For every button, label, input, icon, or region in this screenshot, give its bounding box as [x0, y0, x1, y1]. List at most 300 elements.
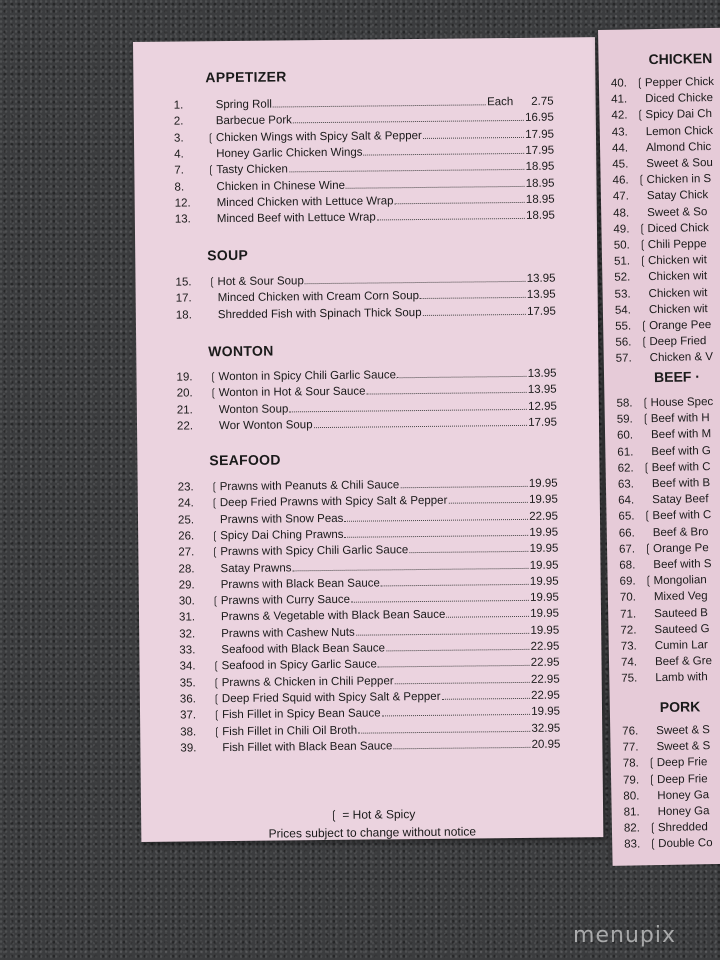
item-name: Prawns with Spicy Chili Garlic Sauce [220, 544, 409, 559]
section-title: APPETIZER [205, 68, 287, 86]
item-name: Chicken & V [649, 351, 714, 365]
item-number: 47. [612, 190, 630, 204]
dot-leader [381, 574, 529, 587]
menu-item-row [612, 171, 711, 189]
item-name: Fish Fillet in Chili Oil Broth [222, 724, 358, 738]
chili-icon: ❲ [206, 164, 216, 177]
item-number: 8. [174, 180, 185, 194]
chili-icon: ❲ [637, 222, 648, 236]
menu-item-row [623, 771, 708, 788]
menu-item-row [619, 540, 709, 558]
item-number: 73. [620, 640, 637, 653]
item-number: 33. [179, 644, 196, 657]
chili-icon: ❲ [208, 387, 218, 400]
menu-item-row [622, 722, 710, 740]
item-name: Sweet & So [647, 205, 708, 219]
item-name: Sauteed G [654, 622, 710, 636]
item-name: Prawns & Chicken in Chili Pepper [221, 674, 394, 689]
item-name: Sweet & S [656, 740, 711, 754]
menu-item-row [611, 106, 712, 124]
item-number: 30. [178, 595, 195, 608]
dot-leader [273, 94, 486, 107]
item-number: 4. [174, 148, 184, 161]
menu-item-row [618, 507, 711, 525]
menu-item-row [622, 738, 710, 756]
dot-leader [313, 415, 527, 428]
menu-item-row [616, 394, 713, 412]
item-number: 41. [611, 93, 628, 106]
chili-icon: ❲ [212, 725, 222, 738]
item-name: Chicken Wings with Spicy Salt & Pepper [215, 129, 422, 144]
item-name: Shredded [657, 821, 708, 835]
item-price: 19.95 [529, 526, 559, 539]
item-number: 31. [178, 611, 196, 624]
dot-leader [400, 476, 528, 488]
item-name: Spring Roll [215, 98, 272, 112]
item-name: Beef with C [652, 509, 712, 523]
dot-leader [378, 655, 530, 668]
item-name: Chicken wit [648, 270, 708, 284]
item-name: Prawns & Vegetable with Black Bean Sauce [220, 609, 446, 624]
dot-leader [305, 271, 526, 284]
item-number: 59. [616, 413, 633, 426]
item-price: 22.95 [531, 689, 560, 702]
item-number: 38. [180, 725, 197, 739]
menu-item-row [613, 204, 707, 222]
item-number: 28. [178, 562, 195, 576]
item-price: 17.95 [525, 144, 555, 157]
item-name: Deep Fried [649, 335, 707, 349]
item-price: 2.75 [531, 95, 554, 108]
menu-item-row [618, 491, 709, 509]
item-name: Fish Fillet with Black Bean Sauce [222, 740, 393, 754]
chili-icon: ❲ [208, 371, 218, 384]
menu-item-row [611, 74, 714, 92]
item-price: 19.95 [528, 477, 558, 490]
menu-page-left [133, 37, 603, 842]
item-price: 19.95 [530, 607, 560, 621]
item-name: Pepper Chick [644, 75, 715, 90]
menu-item-row [612, 139, 711, 157]
item-name: Beef with H [650, 412, 710, 426]
menu-item-row [620, 589, 708, 607]
chili-icon: ❲ [637, 239, 648, 252]
item-name: Beef & Gre [654, 655, 713, 669]
item-price: 18.95 [525, 160, 555, 174]
item-number: 51. [613, 255, 631, 268]
item-name: Wonton in Spicy Chili Garlic Sauce [218, 369, 397, 384]
item-number: 3. [173, 132, 184, 145]
chili-icon: ❲ [646, 757, 657, 770]
menu-page-right [598, 28, 720, 866]
item-price: 32.95 [531, 722, 561, 735]
item-number: 71. [620, 608, 637, 621]
item-number: 78. [622, 757, 639, 771]
item-number: 53. [614, 288, 631, 301]
menu-item-row [614, 236, 707, 254]
item-number: 18. [175, 308, 192, 322]
dot-leader [441, 688, 530, 700]
item-name: Diced Chick [647, 221, 709, 235]
item-name: Prawns with Snow Peas [219, 512, 344, 526]
item-name: Sauteed B [654, 606, 709, 620]
menu-item-row [177, 414, 557, 434]
price-notice: Prices subject to change without notice [268, 824, 477, 841]
item-number: 13. [174, 213, 191, 226]
menu-item-row [618, 459, 711, 477]
item-price: 19.95 [529, 542, 559, 556]
dot-leader [420, 287, 526, 299]
item-number: 58. [616, 397, 633, 410]
chili-icon: ❲ [211, 676, 221, 689]
dot-leader [422, 303, 526, 315]
item-price: 22.95 [530, 656, 560, 670]
chili-icon: ❲ [640, 397, 651, 410]
chili-icon: ❲ [648, 838, 658, 851]
item-name: Chicken wit [648, 302, 708, 316]
dot-leader [351, 590, 529, 603]
menu-item-row [614, 252, 707, 270]
dot-leader [423, 127, 525, 139]
chili-icon: ❲ [209, 497, 220, 510]
menu-item-row [615, 333, 706, 351]
item-name: Spicy Dai Ching Prawns [220, 528, 344, 543]
item-name: Beef & Bro [652, 525, 709, 539]
item-number: 54. [614, 304, 632, 317]
item-number: 37. [179, 709, 197, 722]
menu-item-row [618, 475, 710, 493]
item-number: 23. [177, 481, 194, 494]
item-number: 43. [611, 126, 628, 139]
item-name: Mongolian [653, 574, 707, 588]
chili-icon: ❲ [639, 336, 650, 349]
item-price: 20.95 [531, 738, 561, 751]
item-number: 34. [179, 660, 196, 673]
menu-item-row [617, 426, 711, 444]
item-name: Beef with G [651, 444, 711, 458]
dot-leader [394, 192, 524, 204]
menu-item-row [624, 803, 710, 820]
menu-item-row [624, 819, 708, 836]
item-name: Minced Chicken with Cream Corn Soup [217, 290, 420, 305]
item-name: Chicken in S [646, 173, 712, 187]
item-number: 64. [618, 494, 635, 507]
item-name: Chicken wit [648, 286, 708, 300]
item-name: Diced Chicke [645, 92, 714, 106]
chili-icon: ❲ [210, 595, 221, 608]
chili-icon: ❲ [647, 822, 658, 835]
watermark: menupix [573, 923, 676, 948]
item-number: 62. [617, 462, 634, 475]
item-price: 17.95 [525, 128, 555, 141]
menu-item-row [175, 208, 555, 228]
item-price: 18.95 [525, 177, 555, 190]
item-name: Minced Beef with Lettuce Wrap [216, 211, 376, 226]
item-name: Wor Wonton Soup [218, 419, 313, 433]
menu-item-row [176, 303, 556, 323]
dot-leader [381, 704, 530, 717]
menu-item-row [620, 621, 709, 639]
item-number: 66. [618, 527, 635, 540]
dot-leader [448, 492, 528, 504]
menu-item-row [617, 410, 710, 428]
item-price: 12.95 [527, 400, 557, 413]
item-number: 60. [616, 429, 634, 443]
item-name: Tasty Chicken [216, 163, 289, 177]
item-number: 48. [613, 207, 630, 220]
item-number: 50. [613, 239, 630, 252]
item-number: 46. [612, 174, 629, 187]
item-name: Deep Frie [656, 756, 708, 770]
item-price: 19.95 [530, 624, 560, 637]
chili-icon: ❲ [640, 413, 651, 426]
item-name: Seafood in Spicy Garlic Sauce [221, 658, 377, 673]
item-price: 19.95 [531, 705, 561, 719]
item-name: Satay Prawns [220, 561, 292, 575]
item-number: 17. [175, 292, 192, 305]
menu-item-row [617, 443, 711, 461]
item-name: Satay Beef [652, 493, 709, 507]
item-number: 26. [178, 530, 195, 543]
chili-icon: ❲ [641, 461, 652, 475]
dot-leader [409, 541, 528, 553]
menu-item-row [615, 301, 708, 319]
item-number: 20. [176, 387, 193, 400]
item-number: 7. [174, 164, 185, 177]
item-name: Fish Fillet in Spicy Bean Sauce [221, 707, 381, 722]
chili-icon: ❲ [642, 510, 653, 523]
legend-label: = Hot & Spicy [342, 807, 416, 822]
dot-leader [395, 671, 530, 683]
item-number: 61. [617, 446, 634, 459]
item-number: 67. [618, 543, 636, 556]
item-name: Deep Fried Prawns with Spicy Salt & Pepper [219, 495, 448, 510]
item-number: 75. [621, 672, 638, 686]
menu-item-row [616, 349, 714, 367]
item-number: 45. [612, 158, 629, 171]
menu-item-row [621, 637, 708, 655]
section-title: SEAFOOD [209, 451, 281, 469]
chili-icon: ❲ [637, 255, 648, 268]
dot-leader [292, 557, 528, 570]
menu-item-row [619, 556, 711, 574]
chili-icon: ❲ [210, 530, 220, 543]
chili-icon: ❲ [209, 481, 219, 494]
chili-icon: ❲ [328, 807, 343, 822]
menu-item-row [613, 187, 709, 205]
item-price: 13.95 [526, 272, 556, 285]
menu-item-row [612, 155, 713, 173]
chili-icon: ❲ [211, 660, 221, 673]
chili-icon: ❲ [207, 276, 217, 289]
menu-item-row [611, 90, 713, 108]
item-number: 52. [614, 271, 631, 285]
item-price: 22.95 [530, 640, 560, 653]
chili-icon: ❲ [646, 773, 657, 786]
menu-item-row [624, 836, 713, 854]
dot-leader [363, 143, 524, 156]
menu-item-row [615, 317, 711, 335]
section-title: WONTON [208, 342, 274, 360]
dot-leader [289, 398, 527, 411]
menu-item-row [612, 123, 713, 141]
menu-item-row [614, 269, 707, 287]
item-price: 19.95 [529, 575, 559, 588]
item-name: Almond Chic [645, 140, 712, 154]
item-name: Spicy Dai Ch [645, 108, 713, 122]
item-price: 17.95 [526, 305, 556, 318]
item-unit-label: Each [486, 96, 514, 109]
item-number: 32. [179, 628, 196, 641]
item-number: 12. [174, 197, 191, 210]
dot-leader [344, 508, 528, 521]
menu-item-row [623, 755, 708, 772]
item-number: 49. [613, 223, 630, 236]
item-name: Satay Chick [646, 189, 709, 203]
menu-item-row [180, 736, 560, 756]
item-price: 19.95 [529, 559, 559, 572]
chili-icon: ❲ [635, 109, 646, 122]
item-name: House Spec [650, 396, 714, 410]
item-name: Orange Pe [652, 541, 709, 555]
item-number: 77. [622, 741, 639, 754]
item-name: Chicken in Chinese Wine [216, 179, 346, 193]
dot-leader [356, 623, 530, 636]
item-number: 27. [178, 546, 195, 559]
item-number: 70. [619, 591, 637, 605]
item-name: Sweet & Sou [646, 157, 713, 171]
item-number: 81. [623, 806, 640, 819]
menu-item-row [621, 670, 708, 688]
item-number: 15. [175, 276, 192, 289]
item-number: 25. [177, 513, 195, 527]
dot-leader [293, 110, 524, 123]
item-number: 22. [176, 420, 194, 433]
item-price: 13.95 [526, 288, 556, 302]
item-name: Cumin Lar [654, 639, 708, 653]
item-number: 68. [619, 559, 636, 572]
chili-icon: ❲ [642, 542, 653, 556]
item-price: 22.95 [529, 510, 559, 523]
section-title: CHICKEN [648, 50, 713, 68]
item-name: Hot & Sour Soup [217, 275, 304, 289]
item-number: 29. [178, 579, 195, 592]
item-price: 16.95 [524, 111, 554, 125]
dot-leader [346, 175, 525, 188]
item-price: 19.95 [529, 591, 559, 604]
chili-icon: ❲ [211, 709, 222, 722]
chili-icon: ❲ [639, 320, 649, 333]
item-number: 57. [615, 352, 632, 366]
item-number: 42. [611, 109, 628, 123]
item-name: Lamb with [655, 671, 708, 685]
section-title: SOUP [207, 246, 249, 264]
item-number: 72. [620, 624, 637, 637]
item-name: Minced Chicken with Lettuce Wrap [216, 195, 394, 209]
item-number: 74. [620, 656, 638, 669]
dot-leader [386, 639, 530, 652]
item-number: 76. [622, 725, 639, 738]
item-name: Chili Peppe [647, 238, 707, 252]
dot-leader [358, 720, 530, 733]
item-number: 36. [179, 693, 196, 706]
item-number: 21. [176, 403, 193, 417]
item-name: Deep Frie [656, 772, 708, 786]
item-number: 39. [180, 742, 197, 755]
item-number: 55. [615, 320, 632, 333]
item-name: Chicken wit [647, 254, 707, 268]
menu-item-row [619, 524, 709, 542]
item-name: Wonton Soup [218, 402, 289, 416]
item-number: 82. [623, 822, 641, 835]
item-name: Beef with B [651, 477, 711, 491]
item-name: Honey Ga [657, 788, 710, 802]
dot-leader [377, 208, 525, 221]
item-name: Seafood with Black Bean Sauce [221, 642, 386, 657]
item-name: Wonton in Hot & Sour Sauce [218, 385, 366, 400]
item-name: Barbecue Pork [215, 114, 292, 128]
item-price: 17.95 [528, 416, 558, 429]
dot-leader [397, 366, 527, 378]
item-name: Prawns with Curry Sauce [220, 593, 351, 608]
item-price: 18.95 [525, 209, 555, 222]
menu-item-row [623, 787, 709, 804]
section-title: PORK [659, 698, 701, 716]
item-name: Honey Garlic Chicken Wings [216, 146, 363, 161]
item-name: Beef with S [653, 558, 712, 572]
chili-icon: ❲ [210, 546, 220, 559]
item-name: Deep Fried Squid with Spicy Salt & Pepper [221, 690, 441, 705]
chili-icon: ❲ [205, 131, 216, 144]
item-name: Sweet & S [656, 724, 711, 738]
section-title: BEEF · [653, 368, 701, 386]
item-price: 18.95 [525, 193, 555, 206]
item-number: 44. [611, 142, 629, 155]
item-price: 13.95 [527, 367, 557, 380]
item-name: Prawns with Black Bean Sauce [220, 577, 380, 591]
item-name: Lemon Chick [645, 124, 714, 138]
item-number: 35. [179, 676, 196, 690]
item-name: Beef with C [651, 460, 711, 474]
item-number: 19. [176, 371, 193, 384]
item-number: 56. [615, 336, 632, 349]
item-number: 24. [177, 497, 194, 510]
item-number: 79. [622, 773, 640, 787]
dot-leader [446, 606, 529, 618]
item-name: Honey Ga [657, 805, 710, 819]
item-number: 63. [617, 478, 635, 491]
chili-icon: ❲ [634, 77, 645, 90]
hot-spicy-legend [141, 805, 603, 824]
item-price: 13.95 [527, 383, 557, 397]
chili-icon: ❲ [643, 575, 654, 588]
menu-item-row [621, 653, 712, 671]
item-name: Prawns with Cashew Nuts [221, 626, 355, 640]
item-price: 22.95 [530, 673, 560, 686]
item-number: 65. [618, 510, 635, 524]
item-name: Orange Pee [649, 319, 712, 333]
item-number: 40. [610, 77, 628, 90]
item-number: 1. [173, 99, 184, 112]
dot-leader [366, 382, 526, 395]
menu-item-row [614, 285, 707, 303]
dot-leader [344, 525, 528, 538]
dot-leader [289, 159, 525, 172]
chili-icon: ❲ [636, 174, 647, 187]
item-price: 19.95 [528, 493, 558, 507]
menu-item-row [620, 605, 708, 623]
menu-item-row [619, 572, 706, 590]
